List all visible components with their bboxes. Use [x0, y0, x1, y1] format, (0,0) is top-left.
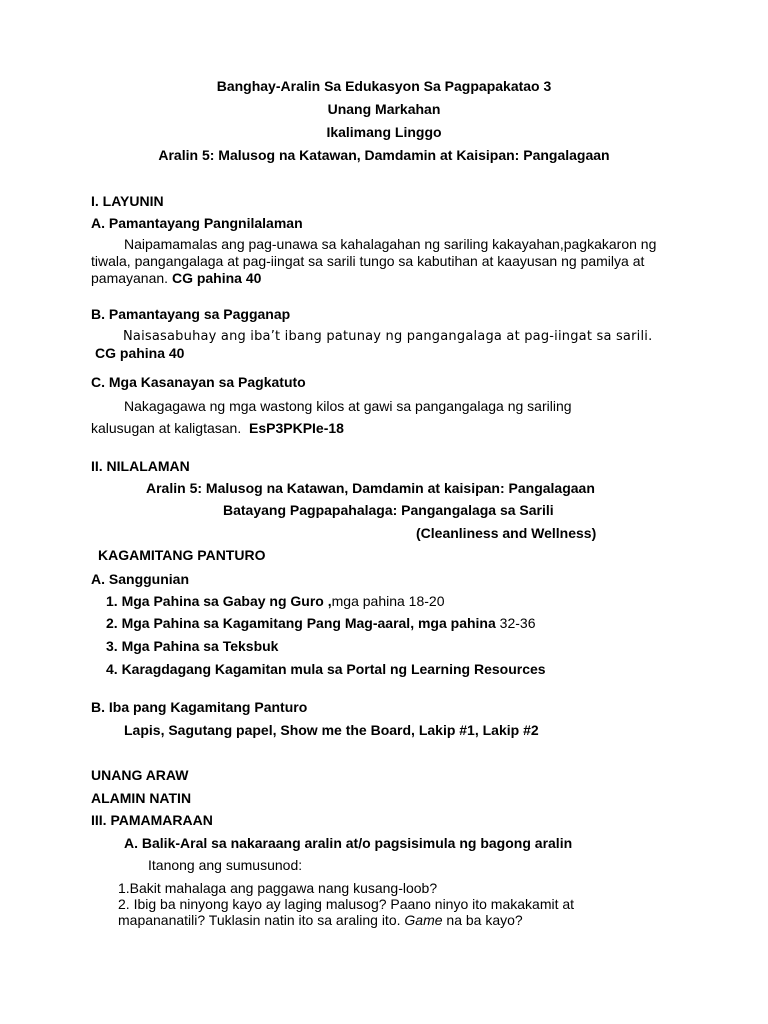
list-item	[106, 592, 445, 610]
heading-pamantayang-pangnilalaman: A. Pamantayang Pangnilalaman	[91, 215, 303, 231]
question-1: 1.Bakit mahalaga ang paggawa nang kusang-loob?	[118, 880, 438, 896]
batayang-pagpapahalaga: Batayang Pagpapahalaga: Pangangalaga sa Sarili	[223, 502, 554, 518]
paragraph-pamantayang-pangnilalaman	[91, 236, 691, 287]
question-2-line-2	[118, 911, 523, 929]
list-item-label: 2. Mga Pahina sa Kagamitang Pang Mag-aaral, mga pahina	[106, 615, 496, 631]
question-2-text: mapananatili? Tuklasin natin ito sa araling ito.	[118, 912, 405, 928]
heading-pamantayang-pagganap: B. Pamantayang sa Pagganap	[91, 306, 291, 322]
list-item	[106, 660, 546, 678]
pagpapahalaga-english: (Cleanliness and Wellness)	[416, 525, 597, 541]
document-title: Banghay-Aralin Sa Edukasyon Sa Pagpapakatao 3	[216, 78, 552, 94]
day-label: UNANG ARAW	[91, 767, 189, 783]
text-kasanayan-line-1: Nakagagawa ng mga wastong kilos at gawi sa pangangalaga ng sariling	[124, 398, 572, 414]
competency-code: EsP3PKPIe-18	[249, 420, 344, 436]
week-label: Ikalimang Linggo	[326, 124, 442, 140]
heading-sanggunian: A. Sanggunian	[91, 571, 189, 587]
heading-iba-pang-kagamitan: B. Iba pang Kagamitang Panturo	[91, 699, 308, 715]
lesson-title: Aralin 5: Malusog na Katawan, Damdamin at Kaisipan: Pangalagaan	[158, 147, 610, 163]
section-kagamitang-panturo: KAGAMITANG PANTURO	[98, 547, 266, 563]
question-2-emphasis: Game	[404, 912, 443, 928]
heading-kasanayan-pagkatuto: C. Mga Kasanayan sa Pagkatuto	[91, 374, 306, 390]
section-nilalaman: II. NILALAMAN	[91, 458, 190, 474]
list-item-detail: mga pahina 18-20	[331, 593, 445, 609]
nilalaman-lesson: Aralin 5: Malusog na Katawan, Damdamin at kaisipan: Pangalagaan	[146, 480, 595, 496]
list-item-label: 1. Mga Pahina sa Gabay ng Guro ,	[106, 593, 332, 609]
quarter-label: Unang Markahan	[327, 101, 441, 117]
cg-reference: CG pahina 40	[95, 345, 185, 361]
list-item	[106, 614, 535, 632]
alamin-natin-label: ALAMIN NATIN	[91, 790, 192, 806]
heading-balik-aral: A. Balik-Aral sa nakaraang aralin at/o pagsisimula ng bagong aralin	[124, 835, 573, 851]
text-itanong: Itanong ang sumusunod:	[148, 857, 303, 873]
cg-reference: CG pahina 40	[171, 270, 262, 286]
text-kasanayan-line-2	[91, 419, 344, 437]
list-item-detail: 32-36	[495, 615, 536, 631]
section-pamamaraan: III. PAMAMARAAN	[91, 812, 213, 828]
list-item-label: 3. Mga Pahina sa Teksbuk	[106, 638, 279, 654]
text-kasanayan-end: kalusugan at kaligtasan.	[91, 420, 242, 436]
text-pamantayang-pangnilalaman: Naipamamalas ang pag-unawa sa kahalagahan ng sariling kakayahan,pagkakaron ng tiwala, pangangalaga at pag-iingat sa sarili tungo sa kabutihan at kaayusan ng pamilya at pamayanan.	[91, 236, 657, 286]
text-pamantayang-pagganap: Naisasabuhay ang iba’t ibang patunay ng pangangalaga at pag-iingat sa sarili.	[123, 329, 653, 344]
section-layunin: I. LAYUNIN	[91, 193, 164, 209]
question-2-end: na ba kayo?	[442, 912, 523, 928]
question-2-line-1: 2. Ibig ba ninyong kayo ay laging malusog? Paano ninyo ito makakamit at	[118, 896, 575, 912]
text-iba-pang-kagamitan: Lapis, Sagutang papel, Show me the Board, Lakip #1, Lakip #2	[124, 722, 539, 738]
list-item	[106, 637, 278, 655]
list-item-label: 4. Karagdagang Kagamitan mula sa Portal ng Learning Resources	[106, 661, 546, 677]
